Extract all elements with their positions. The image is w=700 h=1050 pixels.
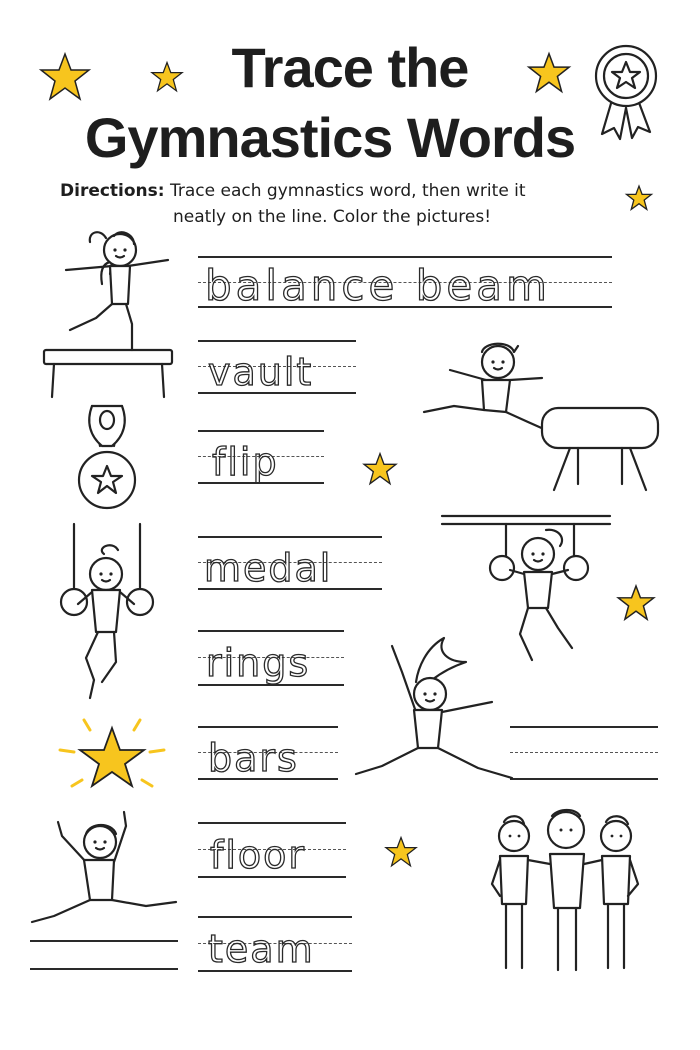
glowing-star-icon xyxy=(56,714,168,800)
star-icon xyxy=(150,61,184,93)
directions-line1: Trace each gymnastics word, then write it xyxy=(170,181,526,201)
vault-horse-icon xyxy=(538,404,662,494)
writing-line-dashed xyxy=(510,752,658,753)
rings-gymnast-icon xyxy=(58,522,162,708)
medal-icon xyxy=(76,402,138,514)
writing-line[interactable] xyxy=(510,726,658,728)
team-gymnasts-icon xyxy=(488,804,644,974)
leaping-gymnast-icon xyxy=(420,340,550,435)
star-icon xyxy=(384,836,418,868)
balance-beam-gymnast-icon xyxy=(40,222,180,402)
writing-line[interactable] xyxy=(30,968,178,970)
split-leap-gymnast-icon xyxy=(352,632,518,782)
trace-word: bars xyxy=(208,736,299,780)
trace-word: vault xyxy=(208,350,314,394)
star-icon xyxy=(526,52,572,94)
floor-gymnast-icon xyxy=(30,808,182,932)
star-icon xyxy=(616,584,656,622)
award-ribbon-icon xyxy=(592,42,662,142)
trace-word: flip xyxy=(212,440,279,484)
writing-line[interactable] xyxy=(510,778,658,780)
directions-label: Directions: xyxy=(60,181,165,201)
star-icon xyxy=(38,52,92,102)
page-title-line2: Gymnastics Words xyxy=(84,106,576,169)
trace-word: medal xyxy=(204,546,333,590)
star-icon xyxy=(362,452,398,486)
page-title-line1: Trace the xyxy=(231,36,469,99)
trace-word: floor xyxy=(210,833,307,877)
trace-word: balance beam xyxy=(205,261,551,310)
directions-line2: neatly on the line. Color the pictures! xyxy=(173,207,492,227)
writing-line[interactable] xyxy=(30,940,178,942)
trace-word: rings xyxy=(206,641,311,685)
trace-word: team xyxy=(208,927,315,971)
